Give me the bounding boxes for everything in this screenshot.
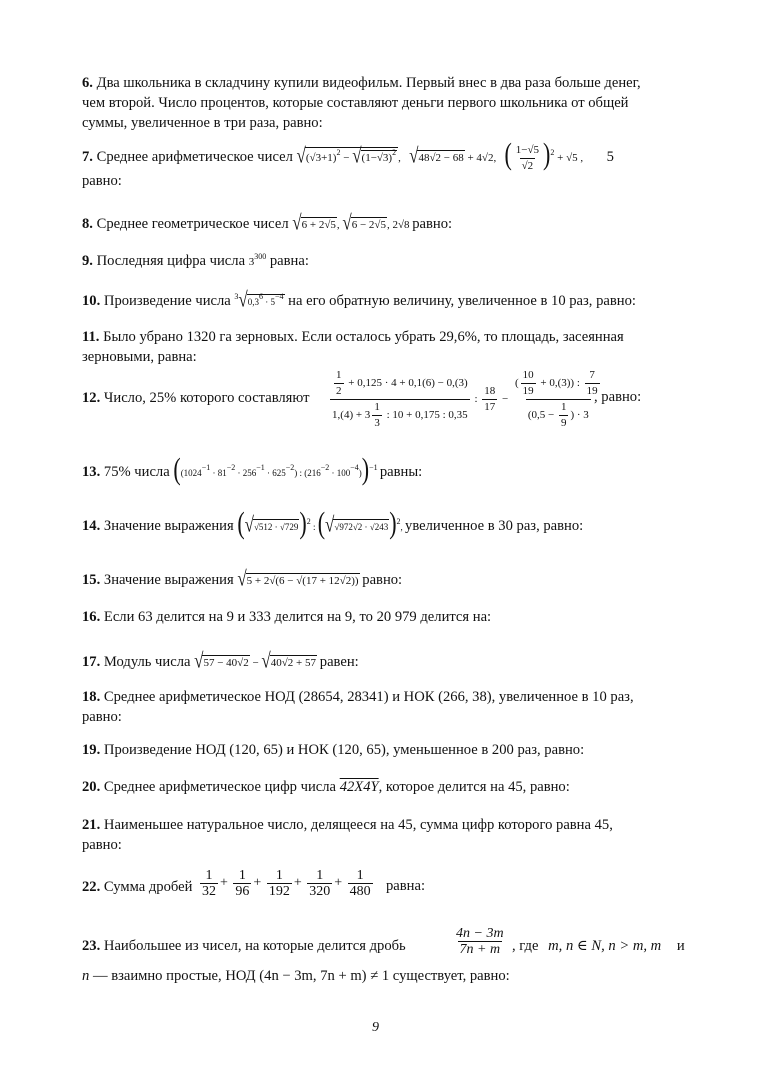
problem-15-formula: √5 + 2√(6 − √(17 + 12√2)) — [237, 566, 359, 591]
problem-6-line2: чем второй. Число процентов, которые составляют деньги первого школьника от общей — [82, 95, 629, 111]
problem-17: 17. Модуль числа √57 − 40√2 − √40√2 + 57 равен: — [82, 648, 359, 673]
problem-13: 13. 75% числа ((1024−1 · 81−2 · 256−1 · 625−2) : (216−2 · 100−4))−1 равны: — [82, 451, 423, 486]
problem-10-formula: 3√0,36 · 5−4 — [234, 287, 284, 312]
problem-12: 12. Число, 25% которого составляют — [82, 390, 310, 406]
problem-12-formula: $\frac{1}{2}$ + 0,125 · 4 + 0,1(6) − 0,(3) 1,(4) + 3 $\frac{1}{3}$ : 10 + 0,175 : 0,35 : $\frac{18}{17}$ − ( $\frac{10}{19}$ + 0,(3)) : $\frac{7}{19}$ (0,5 − $\frac{1}{9}$ ) · 3 — [332, 369, 598, 429]
problem-21-line2: равно: — [82, 837, 122, 853]
problem-19: 19. Произведение НОД (120, 65) и НОК (120, 65), уменьшенное в 200 раз, равно: — [82, 742, 585, 758]
problem-9: 9. Последняя цифра числа $3^{300}$ равна: — [82, 252, 309, 269]
problem-11: 11. Было убрано 1320 га зерновых. Если осталось убрать 29,6%, то площадь, засеянная — [82, 329, 624, 345]
problem-13-formula: ((1024−1 · 81−2 · 256−1 · 625−2) : (216−2 · 100−4))−1 — [173, 451, 378, 486]
problem-7-formula: $√(√3+1)^2 - √(1-√3)^2$ , √48√2 − 68 + 4√2, ( $\frac{1-√5}{√2}$ )$^2$ + √5 , — [296, 136, 589, 172]
problem-6: 6. Два школьника в складчину купили видеофильм. Первый внес в два раза больше денег, — [82, 75, 641, 91]
problem-6-line3: суммы, увеличенное в три раза, равно: — [82, 115, 323, 131]
problem-21: 21. Наименьшее натуральное число, делящееся на 45, сумма цифр которого равна 45, — [82, 817, 613, 833]
problem-20: 20. Среднее арифметическое цифр числа 42X4Y, которое делится на 45, равно: — [82, 779, 570, 795]
problem-22-formula: $\frac{1}{32}$ + $\frac{1}{96}$ + $\frac{1}{192}$ + $\frac{1}{320}$ + $\frac{1}{480}$ — [202, 868, 371, 899]
problem-14: 14. Значение выражения (√√512 · √729)2 : (√√972√2 · √243)2, увеличенное в 30 раз, равно: — [82, 505, 584, 540]
problem-10: 10. Произведение числа 3√0,36 · 5−4 на его обратную величину, увеличенное в 10 раз, равно: — [82, 287, 636, 312]
problem-18-line2: равно: — [82, 709, 122, 725]
problem-7-tail: равно: — [82, 173, 122, 189]
problem-11-line2: зерновыми, равна: — [82, 349, 197, 365]
problem-7: 7. Среднее арифметическое чисел $√(√3+1)^2 - √(1-√3)^2$ , √48√2 − 68 + 4√2, ( $\frac{1-√5}{√2}$ )$^2$ + √5 , 5 — [82, 136, 614, 172]
problem-12-tail: , равно: — [594, 389, 642, 405]
problem-23: 23. Наибольшее из чисел, на которые делится дробь — [82, 938, 406, 954]
problem-23-line2: n — взаимно простые, НОД (4n − 3m, 7n + m) ≠ 1 существует, равно: — [82, 968, 510, 984]
problem-8-formula: √6 + 2√5, √6 − 2√5, 2√8 — [292, 210, 413, 235]
problem-16: 16. Если 63 делится на 9 и 333 делится на 9, то 20 979 делится на: — [82, 609, 492, 625]
page-number: 9 — [372, 1020, 379, 1035]
problem-23-cond: , где m, n ∈ N, n > m, m и — [512, 938, 685, 954]
problem-17-formula: √57 − 40√2 − √40√2 + 57 — [194, 648, 317, 673]
problem-22: 22. Сумма дробей — [82, 879, 193, 895]
problem-22-tail: равна: — [386, 878, 426, 894]
problem-14-formula: (√√512 · √729)2 : (√√972√2 · √243)2, — [237, 505, 406, 540]
problem-15: 15. Значение выражения √5 + 2√(6 − √(17 + 12√2)) равно: — [82, 566, 403, 591]
problem-18: 18. Среднее арифметическое НОД (28654, 28341) и НОК (266, 38), увеличенное в 10 раз, — [82, 689, 634, 705]
problem-8: 8. Среднее геометрическое чисел √6 + 2√5, √6 − 2√5, 2√8 равно: — [82, 210, 453, 235]
problem-23-fraction: $\frac{4n - 3m}{7n + m}$ — [456, 926, 504, 957]
